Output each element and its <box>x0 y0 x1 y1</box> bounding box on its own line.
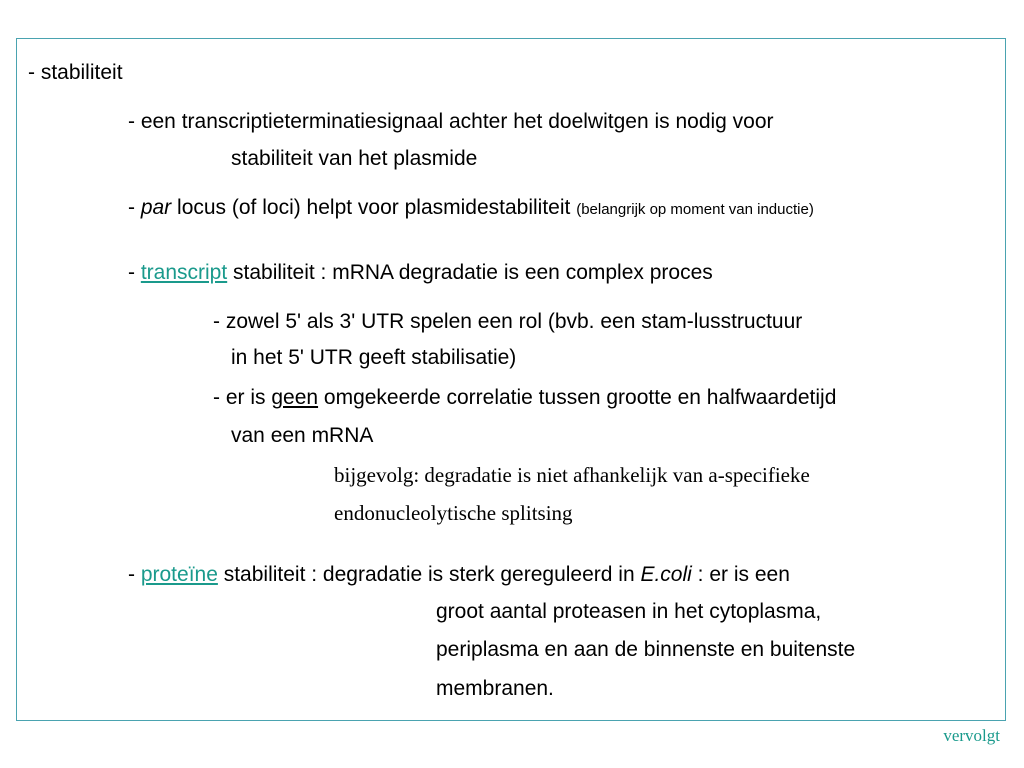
continue-link[interactable]: vervolgt <box>943 726 1000 745</box>
sub-bullet-correlation-cont: van een mRNA <box>231 424 374 447</box>
par-italic: par <box>140 196 172 219</box>
bullet-par-locus <box>128 195 814 223</box>
correlation-pre: - er is <box>213 386 272 409</box>
consequence-line-2: endonucleolytische splitsing <box>334 501 573 525</box>
sub-bullet-utr: - zowel 5' als 3' UTR spelen een rol (bvb. een stam-lusstructuur <box>213 310 803 333</box>
protein-text: stabiliteit : degradatie is sterk gereguleerd in <box>217 563 641 586</box>
bullet-terminator: - een transcriptieterminatiesignaal achter het doelwitgen is nodig voor <box>128 110 774 133</box>
bullet-terminator-cont: stabiliteit van het plasmide <box>231 147 478 170</box>
ecoli-italic: E.coli <box>640 563 692 586</box>
bullet-protein <box>128 562 790 588</box>
protein-cont-3: membranen. <box>436 677 554 700</box>
heading-stabiliteit: - stabiliteit <box>28 61 123 84</box>
dash: - <box>128 261 141 284</box>
consequence-line-1: bijgevolg: degradatie is niet afhankelijk van a-specifieke <box>334 463 810 487</box>
par-note: (belangrijk op moment van inductie) <box>576 201 814 218</box>
protein-cont-2: periplasma en aan de binnenste en buitenste <box>436 638 856 661</box>
transcript-link[interactable]: transcript <box>140 261 228 284</box>
correlation-text: omgekeerde correlatie tussen grootte en halfwaardetijd <box>318 386 837 409</box>
par-text: locus (of loci) helpt voor plasmidestabiliteit <box>171 196 577 219</box>
transcript-text: stabiliteit : mRNA degradatie is een complex proces <box>227 261 713 284</box>
protein-cont-1: groot aantal proteasen in het cytoplasma, <box>436 600 822 623</box>
sub-bullet-utr-cont: in het 5' UTR geeft stabilisatie) <box>231 346 517 369</box>
protein-text-end: : er is een <box>691 563 790 586</box>
bullet-transcript <box>128 260 713 286</box>
dash: - <box>128 196 141 219</box>
proteine-link[interactable]: proteïne <box>140 563 218 586</box>
dash: - <box>128 563 141 586</box>
sub-bullet-correlation <box>213 385 836 411</box>
geen-underlined: geen <box>271 386 319 409</box>
